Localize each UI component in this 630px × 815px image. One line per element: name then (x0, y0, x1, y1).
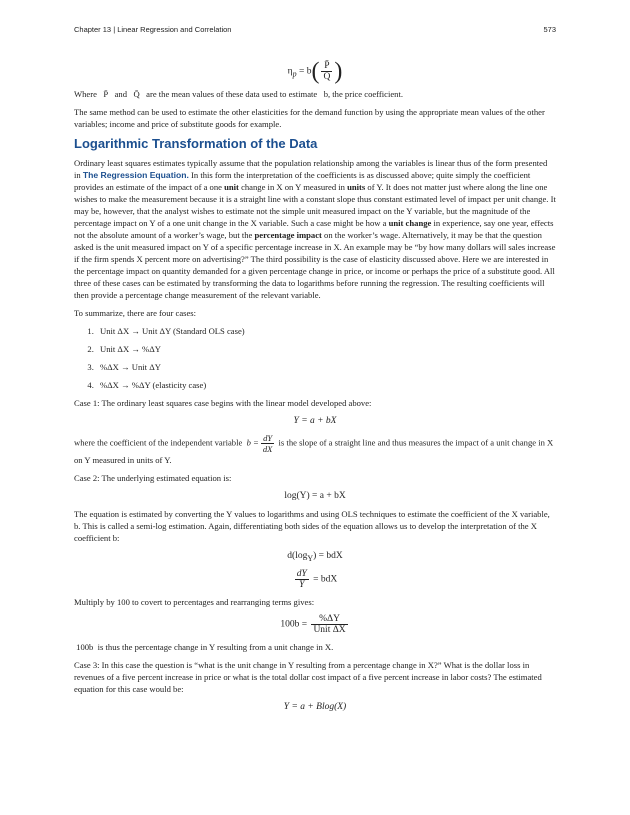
paragraph-case2: Case 2: The underlying estimated equation is: (74, 473, 232, 483)
equation-price-elasticity: $\eta_p = b$( $\frac{P̄}{Q̄}$ ) (287, 58, 343, 85)
paragraph-same-method: The same method can be used to estimate the other elasticities for the demand function by using the appropriate mean values of the other variables; income and price of substitute goods for example. (74, 107, 545, 129)
equation-dlog: $d(\log_Y)$ = bdX (287, 551, 343, 563)
paragraph-100b: 100b is thus the percentage change in Y resulting from a unit change in X. (76, 641, 334, 652)
page-number: 573 (543, 25, 556, 34)
page-content (74, 55, 556, 719)
paragraph-summarize: To summarize, there are four cases: (74, 308, 197, 318)
equation-linear-log: Y = a + Blog(X) (283, 701, 347, 712)
list-item: 1. Unit ΔX → Unit ΔY (Standard OLS case) (96, 325, 556, 337)
paragraph-case2-text: The equation is estimated by converting the Y values to logarithms and using OLS techniques to estimate the coefficient of the X variable, b. This is called a semi-log estimation. Again, differentiating both sides of the equation allows us to develop the interpretation of the X coefficient b: (74, 509, 550, 543)
paragraph-where-means: Where P̄ and Q̄ are the mean values of these data used to estimate b, the price coefficient. (74, 89, 403, 99)
list-item: 2. Unit ΔX → %ΔY (96, 343, 556, 355)
paragraph-multiply: Multiply by 100 to covert to percentages and rearranging terms gives: (74, 596, 315, 607)
list-item: 4. %ΔX → %ΔY (elasticity case) (96, 379, 556, 391)
paragraph-case3: Case 3: In this case the question is “what is the unit change in Y resulting from a percentage change in X?” What is the dollar loss in revenues of a five percent increase in price or what is the total dollar cost impact of a five percent increase in labor costs? The estimated equation for this case would be: (74, 659, 542, 694)
link-regression-equation[interactable]: The Regression Equation. (82, 170, 189, 180)
paragraph-case1: Case 1: The ordinary least squares case begins with the linear model developed above: (74, 398, 372, 408)
paragraph-ols-intro: Ordinary least squares estimates typically assume that the population relationship among the variables is linear thus of the form presented in The Regression Equation. In this form the interpretation of the coefficients is as discussed above; quite simply the coefficient provides an estimate of the impact of a one unit change in X on Y measured in units of Y. It does not matter just where along the line one wishes to make the measurement because it is a straight line with a constant slope thus constant estimated level of impact per unit change. It may be, however, that the analyst wishes to estimate not the simple unit measured impact on the Y variable, but the magnitude of the percentage impact on Y of a one unit change in the X variable. Such a case might be how a unit change in experience, say one year, effects not the absolute amount of a worker’s wage, but the percentage impact on the worker’s wage. Alternatively, it may be that the question asked is the unit measured impact on Y of a specific percentage increase in X. An example may be “by how many dollars will sales increase if the firm spends X percent more on advertising?” The third possibility is the case of elasticity discussed above. Here we are interested in the percentage impact on quantity demanded for a given percentage change in price, or income or perhaps the price of a substitute good. All three of these cases can be estimated by transforming the data to logarithms before running the regression. The resulting coefficients will then provide a percentage change measurement of the relevant variable. (74, 158, 556, 300)
cases-list (74, 325, 556, 391)
chapter-title: Chapter 13 | Linear Regression and Correlation (74, 25, 232, 34)
equation-linear: Y = a + bX (293, 416, 337, 426)
equation-semilog: log(Y) = a + bX (284, 491, 346, 501)
equation-dy-over-y: $\frac{dY}{Y}$ = bdX (296, 568, 338, 590)
section-heading: Logarithmic Transformation of the Data (74, 136, 318, 151)
page-header (74, 25, 556, 37)
list-item: 3. %ΔX → Unit ΔY (96, 361, 556, 373)
equation-100b: 100b = $\frac{\%\Delta Y}{\text{Unit ΔX}}$ (280, 613, 346, 635)
paragraph-case1-where: where the coefficient of the independent variable b = $\frac{dY}{dX}$ is the slope of a straight line and thus measures the impact of a unit change in X on Y measured in units of Y. (74, 433, 554, 465)
